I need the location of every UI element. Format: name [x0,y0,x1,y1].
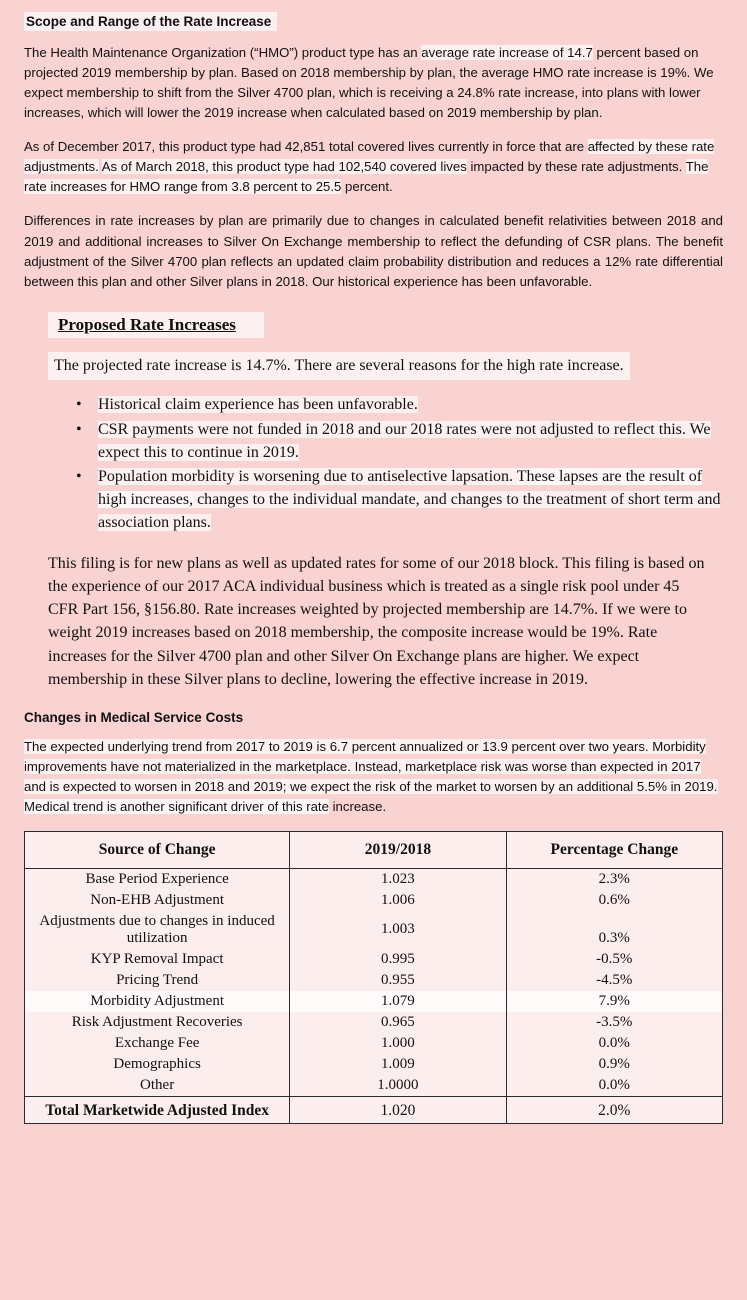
cell-percentage: 0.3% [506,911,722,949]
cell-percentage: 0.0% [506,1033,722,1054]
cell-percentage-total: 2.0% [506,1096,722,1123]
table-body [25,868,723,1123]
paragraph-hmo-average-increase [24,43,723,123]
highlight-affected-adjustments: affected by these rate adjustments. [24,139,715,175]
cell-label: Risk Adjustment Recoveries [25,1012,290,1033]
text-segment: The expected underlying trend from 2017 to 2019 is 6.7 percent annualized or 13.9 percent over two years. Morbidity improvements have not materialized in the marketplace. Instead, marketplace risk was worse than expected in 2017 and is expected to worsen in 2018 and 2019; we expect the risk of the market to worsen by an additional 5.5% in 2019. [24,738,718,794]
column-header-source-of-change: Source of Change [25,831,290,868]
cell-label: Other [25,1075,290,1097]
cell-ratio: 1.000 [290,1033,506,1054]
cell-label: KYP Removal Impact [25,949,290,970]
cell-label: Base Period Experience [25,868,290,890]
bullet-text-historical-claim: Historical claim experience has been unfavorable. [98,396,418,414]
table-row [25,949,723,970]
cell-percentage: 7.9% [506,991,722,1012]
table-row-total [25,1096,723,1123]
cell-percentage: 0.6% [506,890,722,911]
highlight-march-2018-covered-lives: As of March 2018, this product type had 102,540 covered lives [101,159,467,175]
cell-ratio: 1.006 [290,890,506,911]
paragraph-benefit-relativities: Differences in rate increases by plan are primarily due to changes in calculated benefit relativities between 2018 and 2019 and additional increases to Silver On Exchange membership to reflect the defunding of CSR plans. The benefit adjustment of the Silver 4700 plan reflects an updated claim probability distribution and reduces a 12% rate differential between this plan and other Silver plans in 2018. Our historical experience has been unfavorable. [24,213,723,289]
text-segment: The Health Maintenance Organization (“HMO”) product type has an [24,45,422,60]
table-row [25,1075,723,1097]
paragraph-filing-basis: This filing is for new plans as well as updated rates for some of our 2018 block. This filing is based on the experience of our 2017 ACA individual business which is treated as a single risk pool under 45 CFR Part 156, §156.80. Rate increases weighted by projected membership are 14.7%. If we were to weight 2019 increases based on 2018 membership, the composite increase would be 19%. Rate increases for the Silver 4700 plan and other Silver On Exchange plans are higher. We expect membership in these Silver plans to decline, lowering the effective increase in 2019. [48,555,705,688]
cell-label: Pricing Trend [25,970,290,991]
table-row [25,868,723,890]
highlight-medical-trend-driver: Medical trend is another significant driver of this rate [24,798,329,814]
cell-ratio: 1.0000 [290,1075,506,1097]
bullet-text-csr-payments: CSR payments were not funded in 2018 and our 2018 rates were not adjusted to reflect this. We expect this to continue in 2019. [98,420,711,461]
table-header-row [25,831,723,868]
cell-label: Exchange Fee [25,1033,290,1054]
highlight-lapses-result: These lapses are the result of high increases, [98,468,703,508]
cell-percentage: 0.9% [506,1054,722,1075]
paragraph-covered-lives [24,137,723,197]
text-segment: As of December 2017, this product type had 42,851 total covered lives currently in force that are [24,139,588,155]
cell-ratio: 1.079 [290,991,506,1012]
cell-percentage: 0.0% [506,1075,722,1097]
table-row [25,991,723,1012]
list-item [98,419,723,464]
table-row [25,970,723,991]
cell-percentage: -3.5% [506,1012,722,1033]
cell-ratio-total: 1.020 [290,1096,506,1123]
projected-rate-increase-lead: The projected rate increase is 14.7%. There are several reasons for the high rate increase. [48,352,630,380]
cell-label: Morbidity Adjustment [25,991,290,1012]
section-heading-medical-costs: Changes in Medical Service Costs [24,709,244,725]
reasons-list [24,394,723,534]
cell-label: Non-EHB Adjustment [25,890,290,911]
cell-ratio: 1.003 [290,911,506,949]
bullet-text-morbidity-tail: changes to the individual mandate, and changes to the treatment of short term and association plans. [98,490,721,531]
cell-label-total: Total Marketwide Adjusted Index [25,1096,290,1123]
text-segment: percent based on projected 2019 membership by plan. Based on 2018 membership by plan, the average HMO rate increase is 19%. We expect membership to shift from the Silver 4700 plan, which is receiving a 24.8% rate increase, into plans with lower increases, which will lower the 2019 increase when calculated based on 2019 membership by plan. [24,45,714,121]
bullet-text-population-morbidity: Population morbidity is worsening due to antiselective lapsation. [98,468,517,486]
section-heading-scope: Scope and Range of the Rate Increase [24,12,277,31]
proposed-rate-increases-heading-wrap [24,306,723,352]
highlight-hmo-range: The rate increases for HMO range from 3.8 percent to 25.5 [24,159,709,195]
column-header-percentage-change: Percentage Change [506,831,722,868]
list-item [98,466,723,534]
table-row [25,1054,723,1075]
column-header-ratio: 2019/2018 [290,831,506,868]
table-row [25,1012,723,1033]
text-segment: increase. [328,798,387,814]
cell-label: Demographics [25,1054,290,1075]
cell-label: Adjustments due to changes in induced utilization [25,911,290,949]
paragraph-medical-trend [24,737,723,817]
table-row [25,1033,723,1054]
cell-percentage: -4.5% [506,970,722,991]
cell-ratio: 0.965 [290,1012,506,1033]
cell-percentage: 2.3% [506,868,722,890]
cell-ratio: 1.023 [290,868,506,890]
highlight-average-rate-increase: average rate increase of 14.7 [421,45,593,60]
table-row [25,890,723,911]
cell-ratio: 0.955 [290,970,506,991]
list-item [98,394,723,417]
cell-percentage: -0.5% [506,949,722,970]
source-of-change-table [24,831,723,1124]
cell-ratio: 1.009 [290,1054,506,1075]
table-header [25,831,723,868]
proposed-rate-increases-heading: Proposed Rate Increases [48,312,264,338]
cell-ratio: 0.995 [290,949,506,970]
text-segment: percent. [341,179,393,195]
text-segment: impacted by these rate adjustments. [466,159,686,175]
lead-line-wrap [24,352,723,394]
table-row [25,911,723,949]
